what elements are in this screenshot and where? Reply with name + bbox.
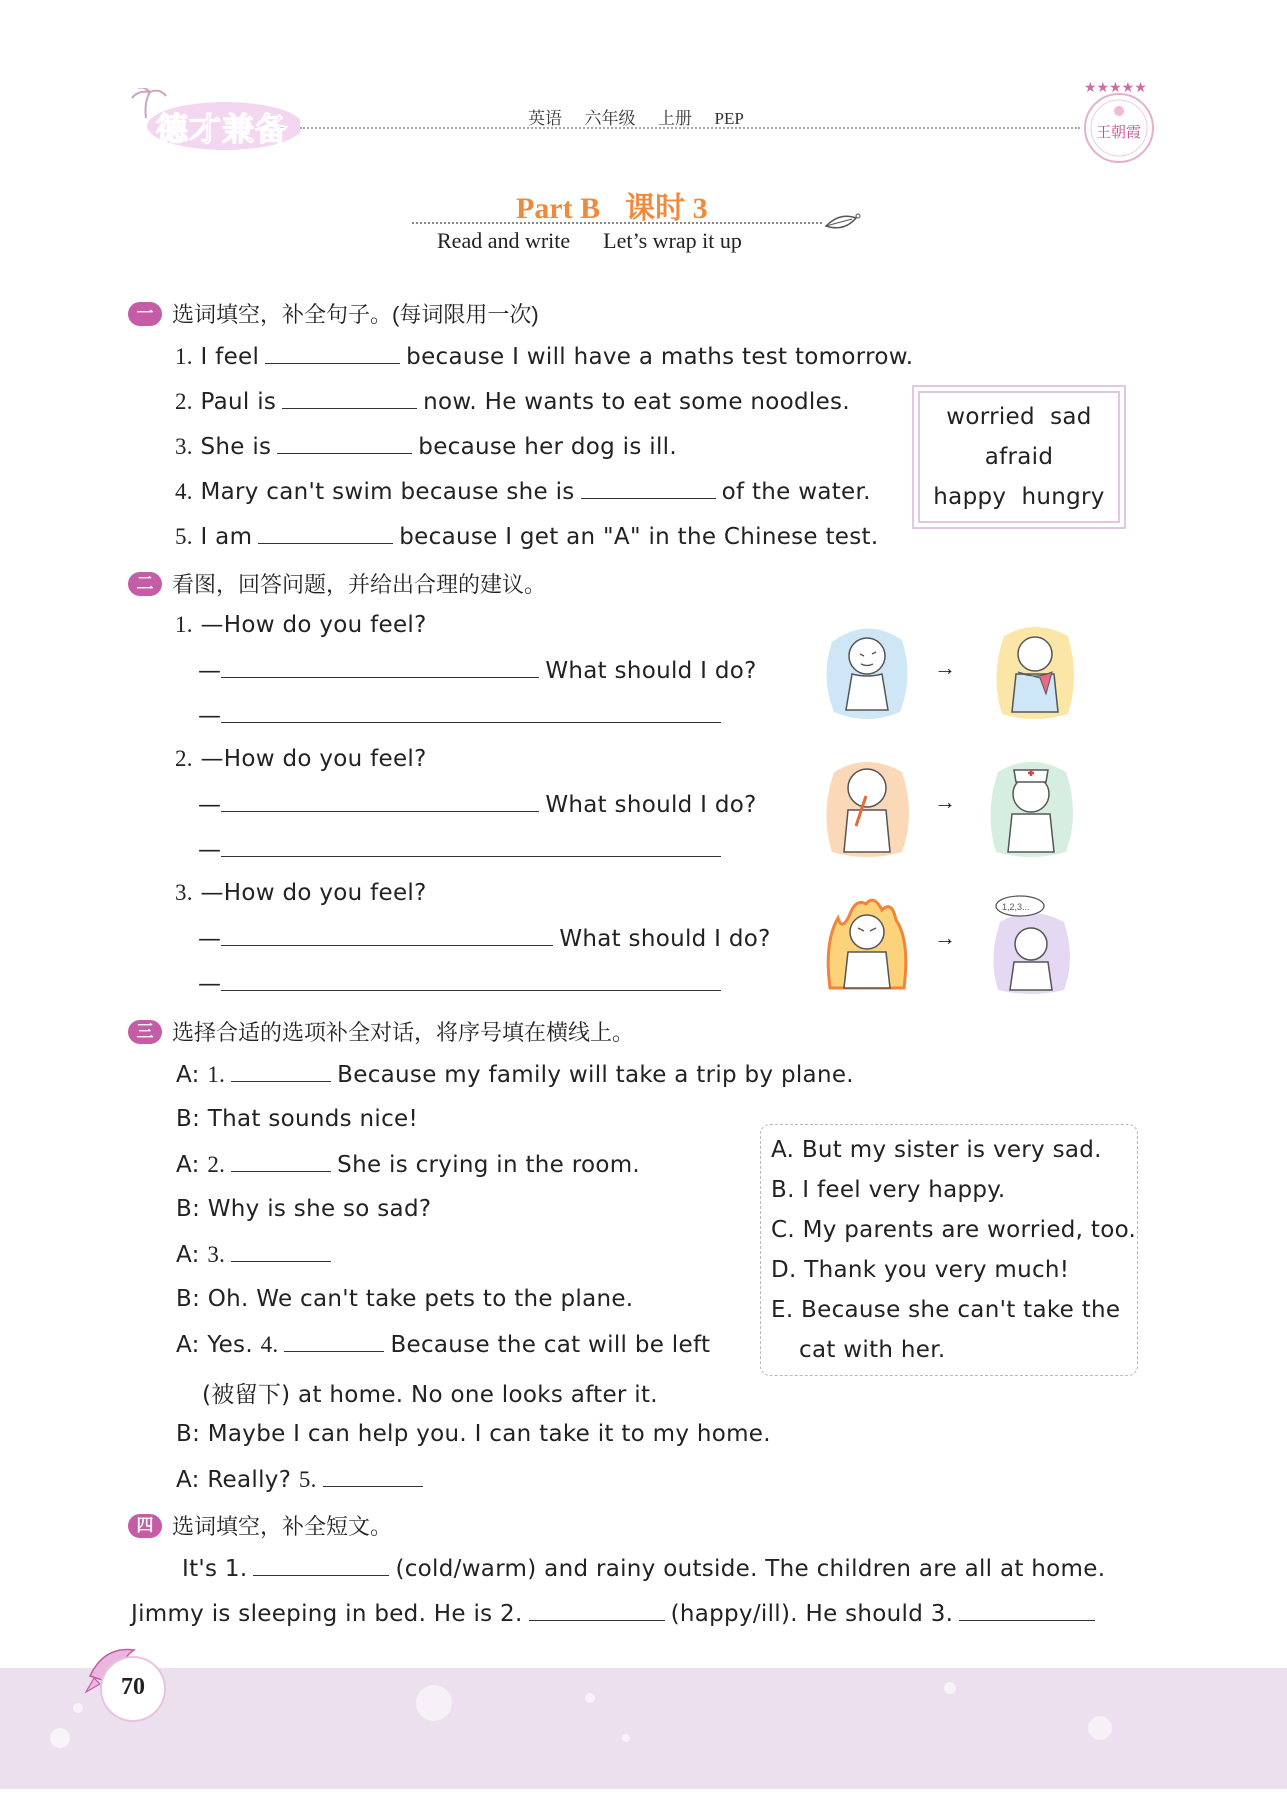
cold-person-icon — [822, 622, 912, 722]
angry-fire-person-icon — [822, 892, 912, 996]
answer-blank[interactable] — [221, 970, 721, 991]
section-2-heading — [128, 568, 546, 599]
answer-blank[interactable] — [221, 925, 553, 946]
exercise-item: 3. She is because her dog is ill. — [175, 434, 677, 460]
section-instruction: 看图，回答问题，并给出合理的建议。 — [172, 572, 547, 597]
dialogue-line: (被留下) at home. No one looks after it. — [202, 1382, 658, 1408]
dialogue-line: B: Oh. We can't take pets to the plane. — [176, 1286, 634, 1312]
header-book-info — [528, 104, 744, 129]
stamp-text: 王朝霞 — [1096, 123, 1142, 141]
subtitle-read-write: Read and write — [437, 228, 571, 253]
dialogue-line: B: Why is she so sad? — [176, 1196, 432, 1222]
answer-blank[interactable] — [221, 791, 539, 812]
section-badge: 二 — [128, 572, 162, 596]
question-line: 3. —How do you feel? — [175, 880, 427, 906]
section-badge: 三 — [128, 1020, 162, 1044]
lesson-part: Part B — [516, 192, 601, 225]
page-number: 70 — [121, 1674, 145, 1700]
section-1-heading — [128, 298, 539, 329]
dialogue-line: A: 3. — [176, 1241, 337, 1268]
answer-blank[interactable] — [959, 1600, 1095, 1621]
advice-line: — — [198, 836, 727, 863]
answer-blank[interactable] — [221, 702, 721, 723]
answer-blank[interactable] — [265, 343, 400, 364]
sick-person-thermometer-icon — [822, 756, 912, 860]
svg-text:★★★★★: ★★★★★ — [1084, 79, 1147, 95]
volume: 上册 — [658, 109, 692, 128]
word-bank-line: worried sad — [946, 404, 1092, 430]
option-item: D. Thank you very much! — [771, 1257, 1070, 1283]
logo-text: 德才兼备 — [156, 111, 289, 147]
arrow-icon: → — [934, 925, 956, 950]
option-item: B. I feel very happy. — [771, 1177, 1006, 1203]
lesson-number: 课时 3 — [625, 192, 708, 225]
word-bank — [912, 385, 1126, 529]
arrow-icon: → — [934, 789, 956, 814]
exercise-item: 5. I am because I get an "A" in the Chinese test. — [175, 524, 879, 550]
warm-scarf-person-icon — [990, 622, 1080, 722]
answer-blank[interactable] — [323, 1466, 423, 1487]
section-instruction: 选词填空，补全短文。 — [172, 1514, 393, 1539]
logo — [130, 88, 300, 150]
option-item: E. Because she can't take the — [771, 1297, 1121, 1323]
lesson-title — [516, 183, 708, 227]
answer-blank[interactable] — [277, 433, 412, 454]
advice-line: — — [198, 970, 727, 997]
section-instruction: 选择合适的选项补全对话，将序号填在横线上。 — [172, 1020, 635, 1045]
answer-blank[interactable] — [231, 1241, 331, 1262]
section-badge: 一 — [128, 302, 162, 326]
question-line: 2. —How do you feel? — [175, 746, 427, 772]
exercise-item: 1. I feel because I will have a maths test tomorrow. — [175, 344, 914, 370]
answer-line: — What should I do? — [198, 658, 757, 684]
dialogue-line: A: 1. Because my family will take a trip by plane. — [176, 1062, 854, 1088]
dialogue-line: A: 2. She is crying in the room. — [176, 1152, 641, 1178]
passage-line: It's 1. (cold/warm) and rainy outside. The children are all at home. — [182, 1556, 1106, 1582]
answer-blank[interactable] — [284, 1331, 384, 1352]
bubbles-decoration — [0, 1668, 1287, 1789]
option-item: C. My parents are worried, too. — [771, 1217, 1137, 1243]
passage-line: Jimmy is sleeping in bed. He is 2. (happy/ill). He should 3. — [131, 1600, 1101, 1627]
doctor-icon — [986, 756, 1076, 860]
dialogue-line: B: Maybe I can help you. I can take it to my home. — [176, 1421, 771, 1447]
answer-blank[interactable] — [581, 478, 716, 499]
answer-blank[interactable] — [258, 523, 393, 544]
answer-blank[interactable] — [529, 1600, 665, 1621]
dialogue-line: B: That sounds nice! — [176, 1106, 419, 1132]
lesson-subtitle — [437, 228, 742, 254]
section-badge: 四 — [128, 1514, 162, 1538]
counting-calm-person-icon — [986, 892, 1076, 996]
author-stamp — [1076, 78, 1162, 164]
edition: PEP — [714, 109, 744, 128]
subtitle-wrap-up: Let’s wrap it up — [603, 228, 742, 253]
answer-line: — What should I do? — [198, 926, 771, 952]
advice-line: — — [198, 702, 727, 729]
answer-line: — What should I do? — [198, 792, 757, 818]
exercise-item: 4. Mary can't swim because she is of the water. — [175, 479, 871, 505]
leaf-icon — [822, 210, 862, 236]
dialogue-line: A: Yes. 4. Because the cat will be left — [176, 1332, 711, 1358]
answer-blank[interactable] — [221, 657, 539, 678]
word-bank-line: happy hungry — [933, 484, 1105, 510]
grade: 六年级 — [584, 109, 636, 128]
option-item: A. But my sister is very sad. — [771, 1137, 1102, 1163]
section-3-heading — [128, 1016, 634, 1047]
title-dotted-rule — [412, 222, 822, 224]
options-box — [760, 1124, 1138, 1376]
question-line: 1. —How do you feel? — [175, 612, 427, 638]
section-4-heading — [128, 1510, 392, 1541]
subject: 英语 — [528, 109, 562, 128]
answer-blank[interactable] — [221, 836, 721, 857]
arrow-icon: → — [934, 655, 956, 680]
exercise-item: 2. Paul is now. He wants to eat some noodles. — [175, 389, 850, 415]
dialogue-line: A: Really? 5. — [176, 1466, 429, 1493]
answer-blank[interactable] — [231, 1061, 331, 1082]
answer-blank[interactable] — [231, 1151, 331, 1172]
svg-text:1,2,3...: 1,2,3... — [1002, 902, 1030, 912]
word-bank-line: afraid — [984, 444, 1054, 470]
option-item: cat with her. — [799, 1337, 946, 1363]
section-instruction: 选词填空，补全句子。(每词限用一次) — [172, 302, 539, 327]
answer-blank[interactable] — [253, 1555, 389, 1576]
footer-band — [0, 1668, 1287, 1789]
page-number-badge — [100, 1656, 166, 1722]
answer-blank[interactable] — [282, 388, 417, 409]
